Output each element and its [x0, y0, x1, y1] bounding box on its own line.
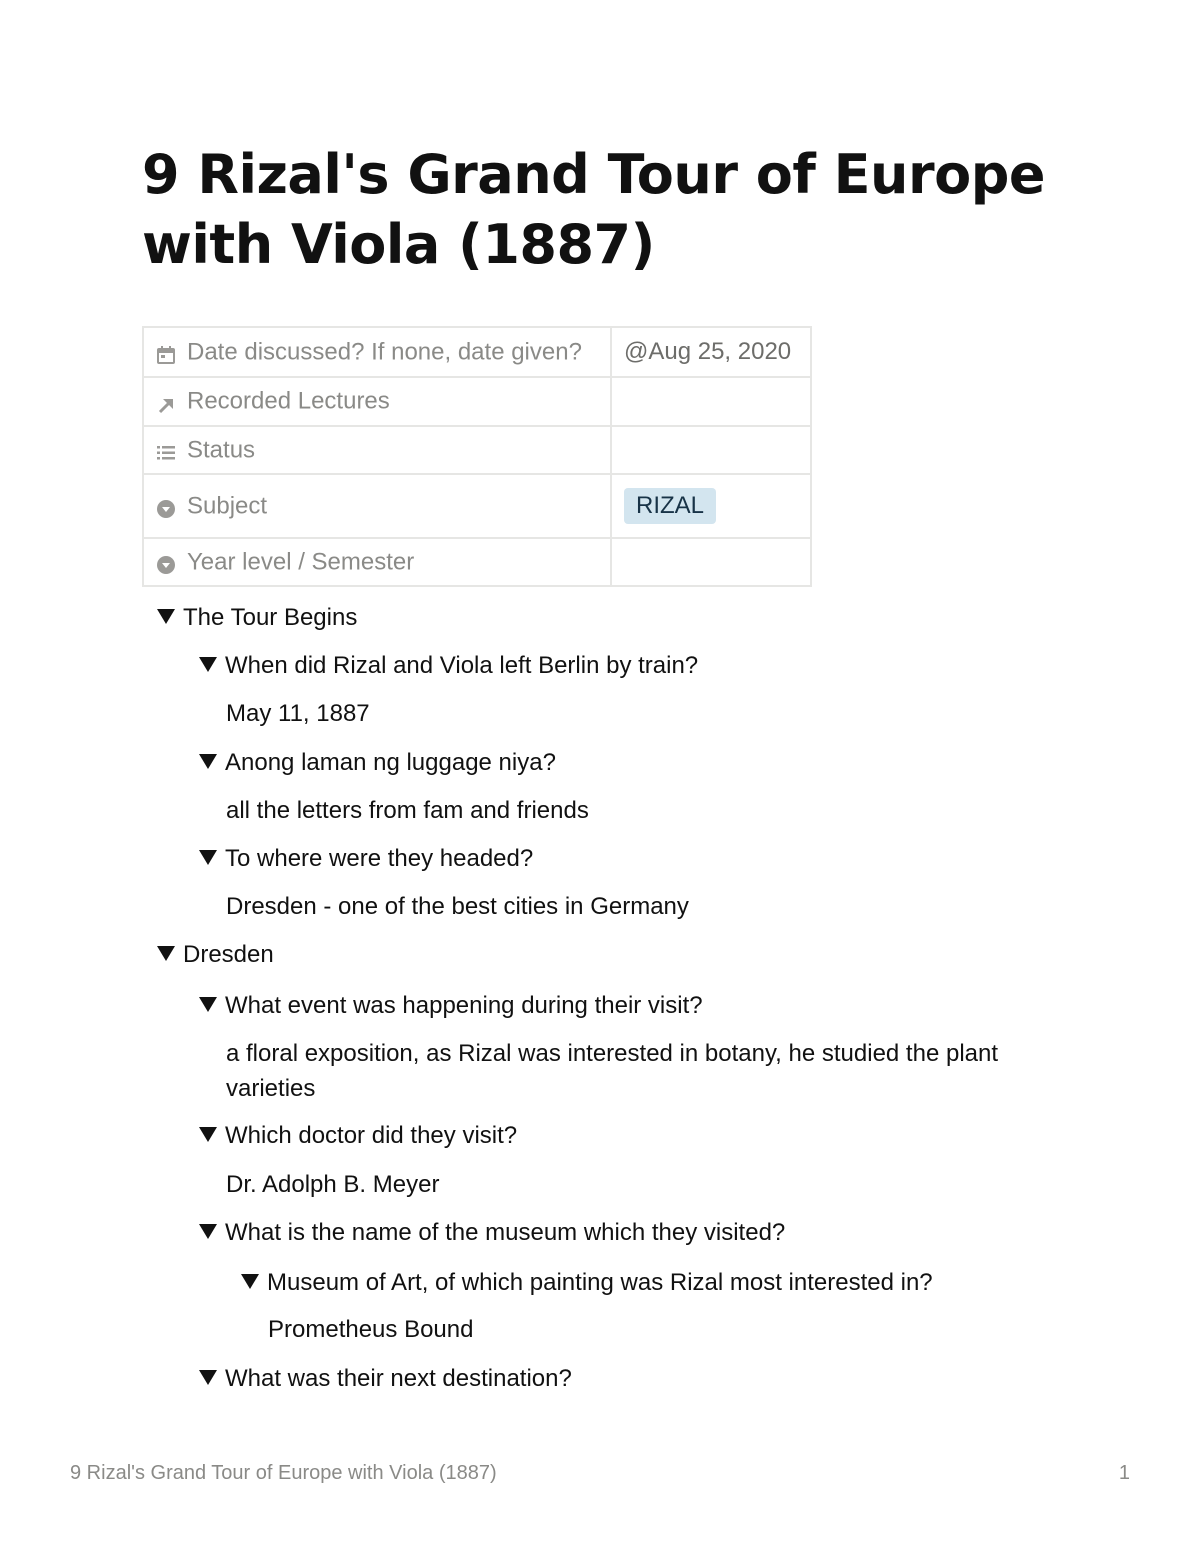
property-value-recorded-lectures[interactable] — [611, 377, 811, 426]
toggle-dresden[interactable] — [157, 939, 274, 971]
triangle-down-icon[interactable] — [241, 1274, 259, 1289]
answer-text: May 11, 1887 — [226, 700, 370, 727]
property-label: Recorded Lectures — [187, 387, 390, 415]
toggle-label: What event was happening during their visit? — [225, 992, 703, 1019]
answer-text: all the letters from fam and friends — [226, 797, 589, 824]
answer-text: Dresden - one of the best cities in Germany — [226, 893, 689, 920]
arrow-up-right-icon — [156, 394, 176, 414]
property-value-status[interactable] — [611, 426, 811, 474]
property-label: Status — [187, 436, 256, 464]
toggle-label: To where were they headed? — [225, 845, 534, 872]
property-name — [143, 474, 611, 538]
property-row-date[interactable] — [143, 327, 811, 377]
list-icon — [156, 442, 176, 462]
toggle-sub-question[interactable] — [241, 1267, 933, 1299]
property-row-recorded-lectures[interactable] — [143, 377, 811, 426]
page-title: 9 Rizal's Grand Tour of Europe with Viola (1887) — [142, 143, 1045, 276]
triangle-down-icon[interactable] — [157, 609, 175, 624]
toggle-label: What was their next destination? — [225, 1365, 572, 1392]
toggle-label: The Tour Begins — [183, 604, 358, 631]
property-value-date[interactable]: @Aug 25, 2020 — [611, 327, 811, 377]
toggle-label: When did Rizal and Viola left Berlin by train? — [225, 652, 699, 679]
triangle-down-icon[interactable] — [199, 997, 217, 1012]
answer-text: Dr. Adolph B. Meyer — [226, 1171, 440, 1198]
answer-text: Prometheus Bound — [268, 1316, 474, 1343]
toggle-question[interactable] — [199, 1363, 572, 1395]
footer-title: 9 Rizal's Grand Tour of Europe with Viola (1887) — [70, 1462, 497, 1484]
subject-tag[interactable]: RIZAL — [624, 488, 716, 524]
triangle-down-icon[interactable] — [199, 1370, 217, 1385]
toggle-label: Anong laman ng luggage niya? — [225, 749, 556, 776]
triangle-down-icon[interactable] — [199, 754, 217, 769]
toggle-question[interactable] — [199, 843, 533, 875]
toggle-label: Museum of Art, of which painting was Rizal most interested in? — [267, 1269, 933, 1296]
triangle-down-icon[interactable] — [199, 850, 217, 865]
toggle-question[interactable] — [199, 1120, 517, 1152]
triangle-down-icon[interactable] — [199, 1127, 217, 1142]
toggle-question[interactable] — [199, 650, 698, 682]
triangle-down-icon[interactable] — [199, 657, 217, 672]
property-row-subject[interactable] — [143, 474, 811, 538]
property-value-year-level[interactable] — [611, 538, 811, 586]
toggle-question[interactable] — [199, 990, 703, 1022]
calendar-icon — [156, 344, 176, 364]
toggle-label: Dresden — [183, 941, 274, 968]
page-number: 1 — [1118, 1462, 1130, 1484]
toggle-question[interactable] — [199, 1217, 785, 1249]
property-row-status[interactable] — [143, 426, 811, 474]
toggle-label: What is the name of the museum which they visited? — [225, 1219, 786, 1246]
select-circle-icon — [156, 554, 176, 574]
toggle-question[interactable] — [199, 747, 556, 779]
property-label: Subject — [187, 492, 268, 520]
property-label: Year level / Semester — [187, 548, 415, 576]
triangle-down-icon[interactable] — [157, 946, 175, 961]
toggle-label: Which doctor did they visit? — [225, 1122, 518, 1149]
property-value-subject[interactable] — [611, 474, 811, 538]
property-row-year-level[interactable] — [143, 538, 811, 586]
property-name — [143, 377, 611, 426]
triangle-down-icon[interactable] — [199, 1224, 217, 1239]
property-name — [143, 426, 611, 474]
toggle-the-tour-begins[interactable] — [157, 602, 357, 634]
property-name — [143, 538, 611, 586]
select-circle-icon — [156, 498, 176, 518]
property-name — [143, 327, 611, 377]
answer-text: a floral exposition, as Rizal was interested in botany, he studied the plant varieties — [226, 1040, 999, 1102]
properties-table — [142, 326, 812, 587]
property-label: Date discussed? If none, date given? — [187, 338, 582, 366]
